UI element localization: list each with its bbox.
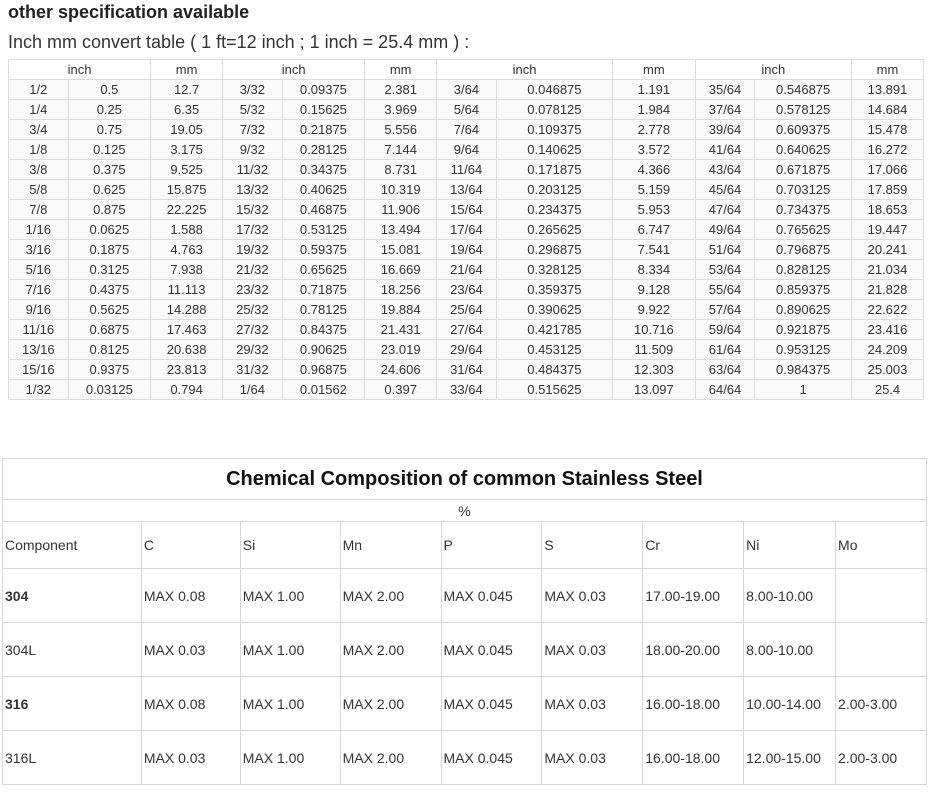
table-cell: 9.525 [151, 160, 223, 180]
table-cell: 5/8 [9, 180, 69, 200]
table-cell: 15.478 [852, 120, 924, 140]
table-cell: 0.794 [151, 380, 223, 400]
table-cell: 17.00-19.00 [643, 569, 744, 623]
table-cell: MAX 0.03 [542, 731, 643, 785]
table-cell: 0.171875 [496, 160, 612, 180]
table-cell: 15/64 [437, 200, 497, 220]
table-cell: MAX 0.03 [141, 623, 240, 677]
table-cell: 12.00-15.00 [744, 731, 836, 785]
table-cell: 15/32 [223, 200, 283, 220]
table-cell: 21/64 [437, 260, 497, 280]
table-cell: 11/16 [9, 320, 69, 340]
table-cell: 7/32 [223, 120, 283, 140]
table-row [9, 120, 924, 140]
table-cell: 11.113 [151, 280, 223, 300]
table-cell: 57/64 [695, 300, 755, 320]
table-cell: 27/64 [437, 320, 497, 340]
table-cell: 27/32 [223, 320, 283, 340]
table-cell: 0.046875 [496, 80, 612, 100]
table-cell: 0.140625 [496, 140, 612, 160]
table-cell: 35/64 [695, 80, 755, 100]
table-cell: 1/16 [9, 220, 69, 240]
table-cell: 3/64 [437, 80, 497, 100]
table-cell [836, 623, 927, 677]
table-cell: 0.796875 [755, 240, 852, 260]
table-cell: 9/64 [437, 140, 497, 160]
table-cell: 22.622 [852, 300, 924, 320]
table-cell: MAX 0.045 [441, 569, 542, 623]
table-cell: 9/32 [223, 140, 283, 160]
table-cell: 63/64 [695, 360, 755, 380]
table-cell: 3.572 [613, 140, 696, 160]
table-cell: 20.638 [151, 340, 223, 360]
table-cell: 0.875 [68, 200, 151, 220]
table-cell: 0.9375 [68, 360, 151, 380]
table-cell: 31/32 [223, 360, 283, 380]
table-cell: 19.05 [151, 120, 223, 140]
table-cell: 6.35 [151, 100, 223, 120]
table-cell: 0.421785 [496, 320, 612, 340]
table-cell: 0.21875 [282, 120, 365, 140]
table-cell: 11/32 [223, 160, 283, 180]
table-cell: 9.128 [613, 280, 696, 300]
table-cell: 0.484375 [496, 360, 612, 380]
table-row [9, 200, 924, 220]
table-cell: 7/64 [437, 120, 497, 140]
table-cell: 13/64 [437, 180, 497, 200]
table-cell: 0.46875 [282, 200, 365, 220]
table-cell: 0.765625 [755, 220, 852, 240]
table-cell: 0.859375 [755, 280, 852, 300]
table-cell: 0.234375 [496, 200, 612, 220]
table-cell: 7.938 [151, 260, 223, 280]
column-header: Si [240, 522, 340, 569]
chemical-table-title: Chemical Composition of common Stainless Steel [3, 459, 927, 500]
table-cell: 25/64 [437, 300, 497, 320]
table-cell: 18.256 [365, 280, 437, 300]
table-cell: 0.828125 [755, 260, 852, 280]
column-header: Mo [836, 522, 927, 569]
table-cell: 25/32 [223, 300, 283, 320]
table-cell: MAX 0.08 [141, 569, 240, 623]
table-cell: 0.90625 [282, 340, 365, 360]
header-mm: mm [365, 60, 437, 80]
table-cell: 0.921875 [755, 320, 852, 340]
table-cell: 0.703125 [755, 180, 852, 200]
table-cell: 53/64 [695, 260, 755, 280]
table-cell: 0.71875 [282, 280, 365, 300]
column-header: Ni [744, 522, 836, 569]
inch-mm-conversion-table [8, 59, 924, 400]
table-cell: 1/2 [9, 80, 69, 100]
table-cell: 19/32 [223, 240, 283, 260]
table-cell: 1 [755, 380, 852, 400]
table-cell: MAX 2.00 [340, 623, 441, 677]
table-cell: MAX 1.00 [240, 731, 340, 785]
table-cell: 7/8 [9, 200, 69, 220]
table-cell: 25.003 [852, 360, 924, 380]
table-cell: MAX 1.00 [240, 569, 340, 623]
table-cell: 31/64 [437, 360, 497, 380]
table-cell: 8.00-10.00 [744, 569, 836, 623]
table-cell: 2.381 [365, 80, 437, 100]
table-row [9, 140, 924, 160]
table-cell: 0.59375 [282, 240, 365, 260]
table-cell: 0.01562 [282, 380, 365, 400]
table-row [9, 340, 924, 360]
table-cell: 11/64 [437, 160, 497, 180]
grade-label: 304 [3, 569, 142, 623]
table-cell: 19.884 [365, 300, 437, 320]
column-header: Mn [340, 522, 441, 569]
table-row [9, 360, 924, 380]
table-cell: 9.922 [613, 300, 696, 320]
table-cell: 1/8 [9, 140, 69, 160]
table-cell: 4.366 [613, 160, 696, 180]
table-cell: 19.447 [852, 220, 924, 240]
table-cell: 2.00-3.00 [836, 677, 927, 731]
table-cell: MAX 0.03 [542, 569, 643, 623]
table-cell: MAX 0.045 [441, 623, 542, 677]
table-cell: 14.684 [852, 100, 924, 120]
table-cell: 0.84375 [282, 320, 365, 340]
table-cell: 0.625 [68, 180, 151, 200]
table-cell: 0.34375 [282, 160, 365, 180]
header-inch: inch [9, 60, 151, 80]
table-cell: 1.588 [151, 220, 223, 240]
table-cell: 0.640625 [755, 140, 852, 160]
table-cell: 45/64 [695, 180, 755, 200]
table-cell: 9/16 [9, 300, 69, 320]
table-cell: 10.319 [365, 180, 437, 200]
table-cell: 0.75 [68, 120, 151, 140]
section-heading: other specification available [8, 2, 250, 22]
table-cell: 64/64 [695, 380, 755, 400]
table-cell: 51/64 [695, 240, 755, 260]
table-cell: MAX 2.00 [340, 569, 441, 623]
table-cell: MAX 0.08 [141, 677, 240, 731]
grade-label: 316 [3, 677, 142, 731]
table-row [9, 80, 924, 100]
table-cell: MAX 0.045 [441, 677, 542, 731]
table-cell: 0.453125 [496, 340, 612, 360]
table-cell: 23/64 [437, 280, 497, 300]
table-cell: 0.265625 [496, 220, 612, 240]
table-cell: 41/64 [695, 140, 755, 160]
table-cell: 16.669 [365, 260, 437, 280]
table-cell: 16.272 [852, 140, 924, 160]
table-cell: 0.96875 [282, 360, 365, 380]
table-cell: 6.747 [613, 220, 696, 240]
table-row [9, 280, 924, 300]
table-cell: 5/16 [9, 260, 69, 280]
column-header: Component [3, 522, 142, 569]
table-cell: 0.09375 [282, 80, 365, 100]
table-cell: 0.078125 [496, 100, 612, 120]
table-cell: 0.734375 [755, 200, 852, 220]
table-row [9, 220, 924, 240]
table-cell: 12.7 [151, 80, 223, 100]
table-cell: 17/32 [223, 220, 283, 240]
table-cell: 10.00-14.00 [744, 677, 836, 731]
table-cell: 3/8 [9, 160, 69, 180]
table-row [3, 731, 927, 785]
table-cell: 8.334 [613, 260, 696, 280]
table-cell: 0.65625 [282, 260, 365, 280]
grade-label: 316L [3, 731, 142, 785]
column-header: P [441, 522, 542, 569]
table-cell: 0.5 [68, 80, 151, 100]
table-row [9, 300, 924, 320]
table-cell: 24.606 [365, 360, 437, 380]
table-cell: 23.416 [852, 320, 924, 340]
table-cell: 21.431 [365, 320, 437, 340]
table-cell: 0.609375 [755, 120, 852, 140]
table-cell: 15/16 [9, 360, 69, 380]
table-cell: 7/16 [9, 280, 69, 300]
table-cell: 13.097 [613, 380, 696, 400]
table-cell: 24.209 [852, 340, 924, 360]
table-cell: 25.4 [852, 380, 924, 400]
table-cell: 20.241 [852, 240, 924, 260]
table-cell: 15.081 [365, 240, 437, 260]
table-row [3, 569, 927, 623]
table-cell: 3.175 [151, 140, 223, 160]
table-cell: 1/4 [9, 100, 69, 120]
table-cell: 17.066 [852, 160, 924, 180]
table-cell: MAX 0.03 [542, 677, 643, 731]
table-cell: 1.191 [613, 80, 696, 100]
table-cell: 5.159 [613, 180, 696, 200]
chemical-composition-table [2, 458, 927, 785]
table-cell: 0.28125 [282, 140, 365, 160]
table-row [9, 240, 924, 260]
table-cell: 0.328125 [496, 260, 612, 280]
table-cell: 12.303 [613, 360, 696, 380]
table-cell: 5.953 [613, 200, 696, 220]
table-cell: 0.8125 [68, 340, 151, 360]
table-row [9, 100, 924, 120]
table-cell: 59/64 [695, 320, 755, 340]
table-cell: 49/64 [695, 220, 755, 240]
table-cell: 7.541 [613, 240, 696, 260]
table-cell: 8.731 [365, 160, 437, 180]
table-cell: 55/64 [695, 280, 755, 300]
component-header-row [3, 522, 927, 569]
column-header: C [141, 522, 240, 569]
unit-label: % [3, 500, 927, 522]
table-cell: MAX 2.00 [340, 731, 441, 785]
table-row [9, 320, 924, 340]
table-cell: 33/64 [437, 380, 497, 400]
table-cell: 0.0625 [68, 220, 151, 240]
conversion-table-caption: Inch mm convert table ( 1 ft=12 inch ; 1 inch = 25.4 mm ) : [8, 32, 470, 52]
table-cell: 15.875 [151, 180, 223, 200]
table-cell: 16.00-18.00 [643, 677, 744, 731]
table-cell: 5/64 [437, 100, 497, 120]
table-row [9, 180, 924, 200]
table-cell: 23.813 [151, 360, 223, 380]
table-cell: 0.296875 [496, 240, 612, 260]
header-inch: inch [437, 60, 613, 80]
table-cell: 17/64 [437, 220, 497, 240]
table-cell: 0.78125 [282, 300, 365, 320]
column-header: S [542, 522, 643, 569]
table-cell: 0.953125 [755, 340, 852, 360]
table-cell: 11.906 [365, 200, 437, 220]
table-cell: 10.716 [613, 320, 696, 340]
table-cell: 43/64 [695, 160, 755, 180]
table-cell: 61/64 [695, 340, 755, 360]
table-cell: 29/32 [223, 340, 283, 360]
table-cell: 0.109375 [496, 120, 612, 140]
table-cell: 21/32 [223, 260, 283, 280]
table-cell: 23.019 [365, 340, 437, 360]
table-cell: 3/32 [223, 80, 283, 100]
table-cell: 3.969 [365, 100, 437, 120]
header-mm: mm [151, 60, 223, 80]
table-row [3, 677, 927, 731]
table-cell: 17.463 [151, 320, 223, 340]
table-cell: 0.6875 [68, 320, 151, 340]
table-cell: 22.225 [151, 200, 223, 220]
table-cell: 0.1875 [68, 240, 151, 260]
table-row [9, 380, 924, 400]
table-cell: MAX 2.00 [340, 677, 441, 731]
table-cell: 21.828 [852, 280, 924, 300]
table-cell: 29/64 [437, 340, 497, 360]
table-cell: 3/16 [9, 240, 69, 260]
table-cell: 7.144 [365, 140, 437, 160]
table-cell: MAX 1.00 [240, 623, 340, 677]
table-cell: 13/16 [9, 340, 69, 360]
table-cell: 1/64 [223, 380, 283, 400]
table-cell: MAX 0.03 [141, 731, 240, 785]
header-mm: mm [852, 60, 924, 80]
table-cell: 3/4 [9, 120, 69, 140]
table-cell: 1/32 [9, 380, 69, 400]
table-cell: 0.40625 [282, 180, 365, 200]
table-cell: MAX 0.03 [542, 623, 643, 677]
table-row [9, 260, 924, 280]
table-cell: 19/64 [437, 240, 497, 260]
table-cell: 0.03125 [68, 380, 151, 400]
table-cell: 0.15625 [282, 100, 365, 120]
table-cell: 39/64 [695, 120, 755, 140]
table-cell: 0.515625 [496, 380, 612, 400]
table-cell: 47/64 [695, 200, 755, 220]
table-cell: 37/64 [695, 100, 755, 120]
table-cell: 0.5625 [68, 300, 151, 320]
table-cell: 14.288 [151, 300, 223, 320]
table-cell: 21.034 [852, 260, 924, 280]
table-cell: 4.763 [151, 240, 223, 260]
table-cell: 0.390625 [496, 300, 612, 320]
table-row [9, 160, 924, 180]
table-cell: 5/32 [223, 100, 283, 120]
table-cell: 0.375 [68, 160, 151, 180]
column-header: Cr [643, 522, 744, 569]
header-inch: inch [223, 60, 365, 80]
table-cell: 13/32 [223, 180, 283, 200]
table-cell: 23/32 [223, 280, 283, 300]
table-cell: 0.3125 [68, 260, 151, 280]
table-cell: 0.890625 [755, 300, 852, 320]
table-cell: 13.891 [852, 80, 924, 100]
table-cell: 0.984375 [755, 360, 852, 380]
table-cell: 18.00-20.00 [643, 623, 744, 677]
table-cell: 0.546875 [755, 80, 852, 100]
table-row [3, 623, 927, 677]
table-cell: 0.671875 [755, 160, 852, 180]
table-cell: MAX 0.045 [441, 731, 542, 785]
table-cell: 2.00-3.00 [836, 731, 927, 785]
table-cell: 0.359375 [496, 280, 612, 300]
table-cell: 0.53125 [282, 220, 365, 240]
table-cell: 0.397 [365, 380, 437, 400]
table-cell: 0.578125 [755, 100, 852, 120]
table-cell: 13.494 [365, 220, 437, 240]
table-cell: 0.125 [68, 140, 151, 160]
table-cell: 0.203125 [496, 180, 612, 200]
table-cell: 5.556 [365, 120, 437, 140]
table-cell: MAX 1.00 [240, 677, 340, 731]
table-cell: 11.509 [613, 340, 696, 360]
table-cell: 18.653 [852, 200, 924, 220]
header-mm: mm [613, 60, 696, 80]
table-cell: 1.984 [613, 100, 696, 120]
grade-label: 304L [3, 623, 142, 677]
table-cell: 16.00-18.00 [643, 731, 744, 785]
table-cell: 0.25 [68, 100, 151, 120]
table-cell: 2.778 [613, 120, 696, 140]
conversion-header-row [9, 60, 924, 80]
table-cell: 8.00-10.00 [744, 623, 836, 677]
table-cell: 0.4375 [68, 280, 151, 300]
header-inch: inch [695, 60, 851, 80]
table-cell: 17.859 [852, 180, 924, 200]
table-cell [836, 569, 927, 623]
